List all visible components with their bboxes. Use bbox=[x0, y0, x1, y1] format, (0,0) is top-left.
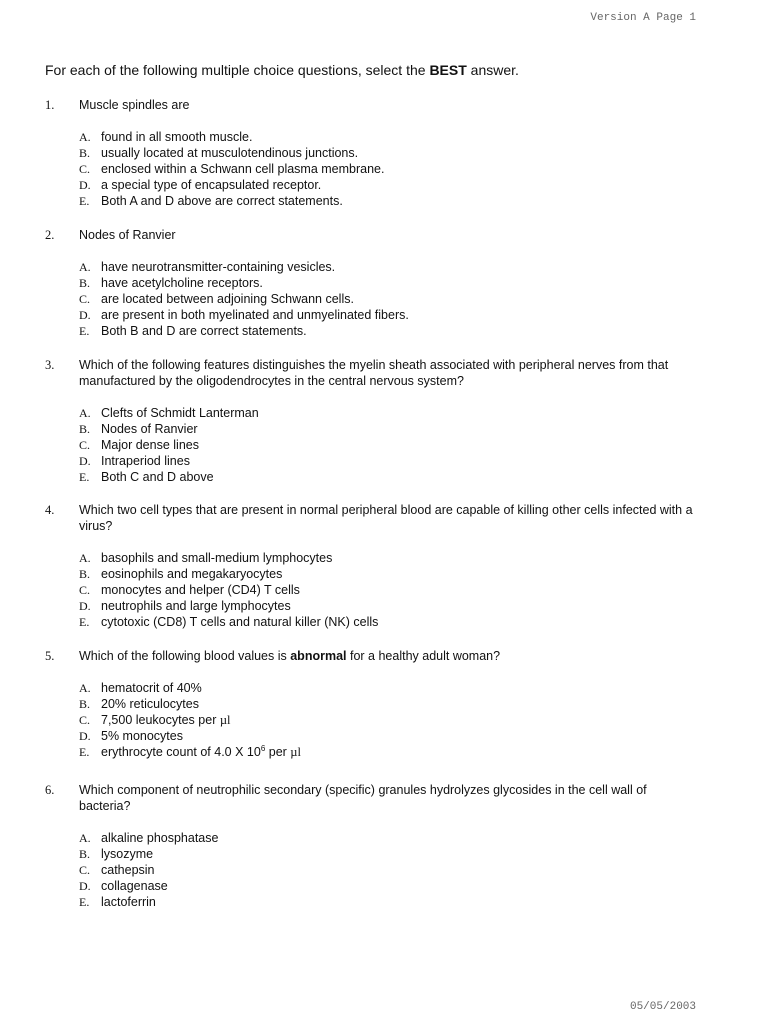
option-text: alkaline phosphatase bbox=[101, 831, 219, 845]
option-letter: E. bbox=[79, 194, 90, 208]
option-text: basophils and small-medium lymphocytes bbox=[101, 551, 333, 565]
answer-options bbox=[79, 259, 695, 339]
answer-option-d[interactable] bbox=[79, 878, 695, 894]
option-letter: B. bbox=[79, 276, 91, 290]
answer-option-e[interactable] bbox=[79, 614, 695, 630]
option-text: Intraperiod lines bbox=[101, 454, 190, 468]
option-unit: µl bbox=[290, 745, 301, 759]
option-text: have acetylcholine receptors. bbox=[101, 276, 263, 290]
question-text: Muscle spindles are bbox=[79, 98, 190, 112]
option-text: are located between adjoining Schwann cells. bbox=[101, 292, 354, 306]
answer-option-a[interactable] bbox=[79, 259, 695, 275]
answer-option-b[interactable] bbox=[79, 846, 695, 862]
option-text: lactoferrin bbox=[101, 895, 156, 909]
question-2 bbox=[45, 227, 695, 339]
answer-option-b[interactable] bbox=[79, 145, 695, 161]
option-letter: D. bbox=[79, 729, 91, 743]
answer-option-a[interactable] bbox=[79, 550, 695, 566]
question-number: 4. bbox=[45, 503, 55, 517]
option-letter: E. bbox=[79, 615, 90, 629]
instructions-prefix: For each of the following multiple choice questions, select the bbox=[45, 62, 430, 78]
option-letter: E. bbox=[79, 895, 90, 909]
answer-options bbox=[79, 550, 695, 630]
question-text-emphasis: abnormal bbox=[290, 649, 347, 663]
option-letter: D. bbox=[79, 454, 91, 468]
option-text: cathepsin bbox=[101, 863, 155, 877]
option-text: Both B and D are correct statements. bbox=[101, 324, 307, 338]
answer-option-c[interactable] bbox=[79, 862, 695, 878]
option-letter: B. bbox=[79, 847, 91, 861]
answer-options bbox=[79, 830, 695, 910]
question-5 bbox=[45, 648, 695, 760]
option-letter: C. bbox=[79, 713, 91, 727]
answer-option-a[interactable] bbox=[79, 405, 695, 421]
instructions-emphasis: BEST bbox=[429, 62, 467, 78]
option-text-main: erythrocyte count of 4.0 X 10 bbox=[101, 745, 261, 759]
option-letter: C. bbox=[79, 863, 91, 877]
option-text: cytotoxic (CD8) T cells and natural killer (NK) cells bbox=[101, 615, 379, 629]
answer-option-d[interactable] bbox=[79, 728, 695, 744]
option-letter: C. bbox=[79, 583, 91, 597]
question-number: 5. bbox=[45, 649, 55, 663]
option-letter: A. bbox=[79, 130, 91, 144]
option-text: have neurotransmitter-containing vesicles. bbox=[101, 260, 336, 274]
option-text: Major dense lines bbox=[101, 438, 199, 452]
answer-option-e[interactable] bbox=[79, 894, 695, 910]
option-letter: E. bbox=[79, 745, 90, 759]
option-text: enclosed within a Schwann cell plasma membrane. bbox=[101, 162, 385, 176]
option-letter: A. bbox=[79, 406, 91, 420]
question-number: 1. bbox=[45, 98, 55, 112]
option-letter: C. bbox=[79, 292, 91, 306]
option-letter: E. bbox=[79, 470, 90, 484]
question-text-suffix: for a healthy adult woman? bbox=[346, 649, 501, 663]
option-letter: D. bbox=[79, 599, 91, 613]
answer-option-d[interactable] bbox=[79, 307, 695, 323]
page-header-version: Version A Page 1 bbox=[590, 12, 696, 24]
option-text bbox=[101, 712, 695, 728]
question-number: 3. bbox=[45, 358, 55, 372]
option-text: are present in both myelinated and unmyelinated fibers. bbox=[101, 308, 409, 322]
question-text bbox=[79, 648, 695, 664]
question-4 bbox=[45, 502, 695, 630]
answer-options bbox=[79, 680, 695, 760]
answer-option-e[interactable] bbox=[79, 323, 695, 339]
answer-option-d[interactable] bbox=[79, 453, 695, 469]
question-6 bbox=[45, 782, 695, 910]
option-superscript: 6 bbox=[260, 743, 266, 753]
question-text: Which of the following features distinguishes the myelin sheath associated with peripheral nerves from that manufactured by the oligodendrocytes in the central nervous system? bbox=[79, 358, 669, 388]
option-text bbox=[101, 744, 695, 760]
answer-option-d[interactable] bbox=[79, 598, 695, 614]
option-text-main: 7,500 leukocytes per bbox=[101, 713, 220, 727]
question-text: Which two cell types that are present in normal peripheral blood are capable of killing other cells infected with a virus? bbox=[79, 503, 693, 533]
answer-option-c[interactable] bbox=[79, 712, 695, 728]
option-text: Clefts of Schmidt Lanterman bbox=[101, 406, 259, 420]
option-text: usually located at musculotendinous junctions. bbox=[101, 146, 359, 160]
answer-option-c[interactable] bbox=[79, 582, 695, 598]
question-number: 6. bbox=[45, 783, 55, 797]
option-text: lysozyme bbox=[101, 847, 154, 861]
answer-option-e[interactable] bbox=[79, 469, 695, 485]
answer-option-d[interactable] bbox=[79, 177, 695, 193]
answer-option-c[interactable] bbox=[79, 291, 695, 307]
option-text: neutrophils and large lymphocytes bbox=[101, 599, 291, 613]
answer-option-b[interactable] bbox=[79, 275, 695, 291]
answer-option-c[interactable] bbox=[79, 437, 695, 453]
answer-option-a[interactable] bbox=[79, 129, 695, 145]
answer-option-c[interactable] bbox=[79, 161, 695, 177]
instructions bbox=[45, 62, 519, 78]
option-text: 5% monocytes bbox=[101, 729, 183, 743]
question-1 bbox=[45, 97, 695, 209]
answer-option-b[interactable] bbox=[79, 566, 695, 582]
answer-options bbox=[79, 129, 695, 209]
option-letter: C. bbox=[79, 162, 91, 176]
option-text: Both A and D above are correct statements. bbox=[101, 194, 343, 208]
option-letter: A. bbox=[79, 831, 91, 845]
option-text: monocytes and helper (CD4) T cells bbox=[101, 583, 300, 597]
answer-option-e[interactable] bbox=[79, 744, 695, 760]
question-text-prefix: Which of the following blood values is bbox=[79, 649, 291, 663]
option-letter: E. bbox=[79, 324, 90, 338]
question-text: Which component of neutrophilic secondary (specific) granules hydrolyzes glycosides in the cell wall of bacteria? bbox=[79, 783, 647, 813]
page-footer-date: 05/05/2003 bbox=[629, 1001, 696, 1013]
option-text-after: per bbox=[265, 745, 291, 759]
option-letter: C. bbox=[79, 438, 91, 452]
option-letter: D. bbox=[79, 178, 91, 192]
option-text: collagenase bbox=[101, 879, 168, 893]
option-letter: B. bbox=[79, 422, 91, 436]
answer-options bbox=[79, 405, 695, 485]
answer-option-a[interactable] bbox=[79, 680, 695, 696]
option-text: 20% reticulocytes bbox=[101, 697, 199, 711]
option-text: hematocrit of 40% bbox=[101, 681, 202, 695]
answer-option-b[interactable] bbox=[79, 421, 695, 437]
answer-option-b[interactable] bbox=[79, 696, 695, 712]
option-letter: D. bbox=[79, 308, 91, 322]
option-letter: B. bbox=[79, 697, 91, 711]
option-letter: B. bbox=[79, 567, 91, 581]
option-text: a special type of encapsulated receptor. bbox=[101, 178, 322, 192]
option-text: Both C and D above bbox=[101, 470, 214, 484]
option-letter: D. bbox=[79, 879, 91, 893]
question-text: Nodes of Ranvier bbox=[79, 228, 176, 242]
option-letter: A. bbox=[79, 551, 91, 565]
question-3 bbox=[45, 357, 695, 485]
option-unit: µl bbox=[219, 713, 231, 727]
question-number: 2. bbox=[45, 228, 55, 242]
instructions-suffix: answer. bbox=[466, 62, 519, 78]
option-letter: A. bbox=[79, 260, 91, 274]
option-text: eosinophils and megakaryocytes bbox=[101, 567, 283, 581]
answer-option-a[interactable] bbox=[79, 830, 695, 846]
option-letter: B. bbox=[79, 146, 91, 160]
option-text: Nodes of Ranvier bbox=[101, 422, 198, 436]
answer-option-e[interactable] bbox=[79, 193, 695, 209]
option-letter: A. bbox=[79, 681, 91, 695]
option-text: found in all smooth muscle. bbox=[101, 130, 253, 144]
